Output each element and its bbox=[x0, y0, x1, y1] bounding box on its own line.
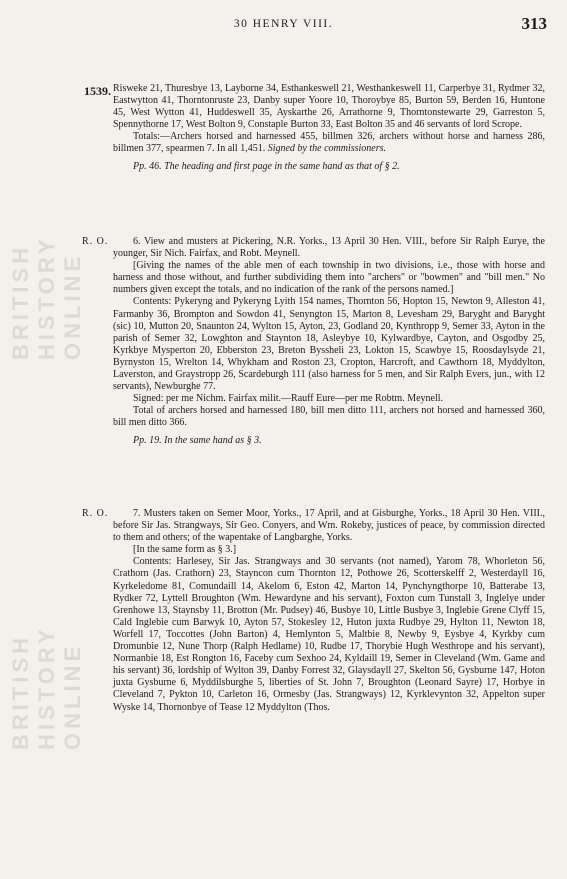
footnote: Pp. 19. In the same hand as § 3. bbox=[133, 434, 262, 446]
margin-ref: R. O. bbox=[82, 236, 109, 247]
page-number: 313 bbox=[521, 14, 547, 33]
township-list: Risweke 21, Thuresbye 13, Layborne 34, Esthankeswell 21, Westhankeswell 11, Carperbye 31, Rydmer 32, Eastwytton 41, Thorntonruste 23, Danby super Yoore 10, Thoroybye 85, Burton 59, Berden 16, Huntone 45, West Wytton 41, Huddeswell 35, Ayskarthe 26, Arrathorne 9, Thorntonstewarte 29, Garreston 5, Spennythorne 17, West Bolton 9, Constaple Burton 33, East Bolton 35 and 46 servants of lord Scrope. bbox=[113, 83, 545, 131]
watermark-text: BRITISH HISTORY ONLINE bbox=[8, 235, 85, 360]
page-header bbox=[0, 14, 567, 34]
watermark-stamp bbox=[8, 170, 85, 360]
running-title: 30 HENRY VIII. bbox=[233, 18, 334, 30]
year-label: 1539. bbox=[84, 84, 111, 98]
watermark-stamp bbox=[8, 560, 85, 750]
entry-heading: 6. View and musters at Pickering, N.R. Yorks., 13 April 30 Hen. VIII., before Sir Ralph Eurye, the younger, Sir Nich. Fairfax, and Robt. Meynell. bbox=[113, 236, 545, 260]
totals-text: Totals:—Archers horsed and harnessed 455, billmen 326, archers without horse and harness 286, billmen 377, spearmen 7. In all 1,451. bbox=[113, 131, 545, 155]
entry-7 bbox=[113, 508, 545, 714]
entry-continued bbox=[113, 83, 545, 173]
contents-paragraph: Contents: Pykeryng and Pykeryng Lyith 154 names, Thornton 56, Hopton 15, Newton 9, Alleston 41, Farmanby 36, Brompton and Sowdon 41, Senyngton 15, Marton 8, Levesham 29, Baryght and Baryght (sic) 10, Mutton 20, Snaunton 24, Wylton 15, Ayton, 23, Godland 20, Kynthropp 9, Semer 33, Ayton in the parish of Semer 32, Lowghton and Staynton 18, Asleybye 10, Kylwardbye, Cayton, and Osgodby 25, Kyrkbye Mysperton 20, Ebberston 23, Breton Byssheli 23, Lokton 15, Scawbye 15, Roosdaylsyde 21, Byrnyston 15, Wrelton 14, Whykham and Roston 23, Cropton, Harcroft, and Cawthorn 18, Myddylton, Laverston, and Graystropp 26, Scardeburgh 111 (also harness for 5 men, and Sir Ralph Evers, jun., with 12 servants), Newburghe 77. bbox=[113, 296, 545, 393]
totals-paragraph: Total of archers horsed and harnessed 180, bill men ditto 111, archers not horsed and harnessed 360, bill men ditto 366. bbox=[113, 405, 545, 429]
totals-paragraph bbox=[113, 131, 545, 155]
signed-line: Signed: per me Nichm. Fairfax milit.—Rauff Eure—per me Robtm. Meynell. bbox=[133, 393, 444, 405]
margin-ref: R. O. bbox=[82, 508, 109, 519]
editorial-note: [In the same form as § 3.] bbox=[133, 544, 237, 556]
watermark-text: BRITISH HISTORY ONLINE bbox=[8, 625, 85, 750]
entry-6 bbox=[113, 236, 545, 447]
signed-note: Signed by the commissioners. bbox=[267, 143, 387, 155]
editorial-note: [Giving the names of the able men of each township in two divisions, i.e., those with horse and harness and those without, and further subdividing them into "archers" or "bowmen" and "bill men." No numbers given except the totals, and no indication of the rank of the persons named.] bbox=[113, 260, 545, 296]
entry-heading: 7. Musters taken on Semer Moor, Yorks., 17 April, and at Gisburghe, Yorks., 18 April 30 Hen. VIII., before Sir Jas. Strangways, Sir Geo. Conyers, and Wm. Rokeby, justices of peace, by commission directed to them and others; of the wapentake of Langbarghe, Yorks. bbox=[113, 508, 545, 544]
contents-paragraph: Contents: Harlesey, Sir Jas. Strangways and 30 servants (not named), Yarom 78, Whorleton 56, Crathorn (Jas. Crathorn) 23, Stayncon cum Thornton 12, Pothowe 26, Scotterskelff 2, Westerdayll 16, Kyrkeledome 81, Comundaill 14, Akelom 6, Eston 42, Marton 14, Pynchyngthorpe 10, Batterabe 13, Rydker 72, Lyttell Broughton (Wm. Hewardyne and his servant), Foxton cum Tunstall 3, Inglelye under Grenhowe 13, Staynsby 11, Brotton (Mr. Pudsey) 46, Busbye 10, Little Busbye 3, Inglebie Grene Clyff 15, Cald Inglebie cum Barwyk 10, Ayton 57, Stokesley 12, Huton juxta Rudbye 29, Hylton 11, Newton 18, Worfell 17, Toccottes (John Barton) 4, Hemlynton 5, Maltbie 8, Newby 9, Eysbye 4, Kyrkby cum Dromunbie 12, Nune Thorp (Ralph Hedlame) 10, Rudbe 17, Thorybie Hugh Westhrope and his servant), Normanbie 18, Est Rongton 16, Faceby cum Sexhoo 24, Kyldaill 19, Semer in Cleveland (Wm. Game and his servant) 36, lordship of Wylton 39, Danby Forrest 32, Glaysdayll 27, Skelton 56, Gysburne 147, Hoton juxta Gysburne 6, Myddilsburghe 5, liberties of St. John 7, Broughton (Leonard Sayre) 17, Horbye in Cleveland 7, Pykton 10, Carleton 16, Ormesby (Jas. Strangways) 12, Kyrklevynton 32, Appelton super Wyske 14, Thornonbye of Tease 12 Myddylton (Thos. bbox=[113, 556, 545, 713]
footnote: Pp. 46. The heading and first page in the same hand as that of § 2. bbox=[133, 160, 400, 172]
